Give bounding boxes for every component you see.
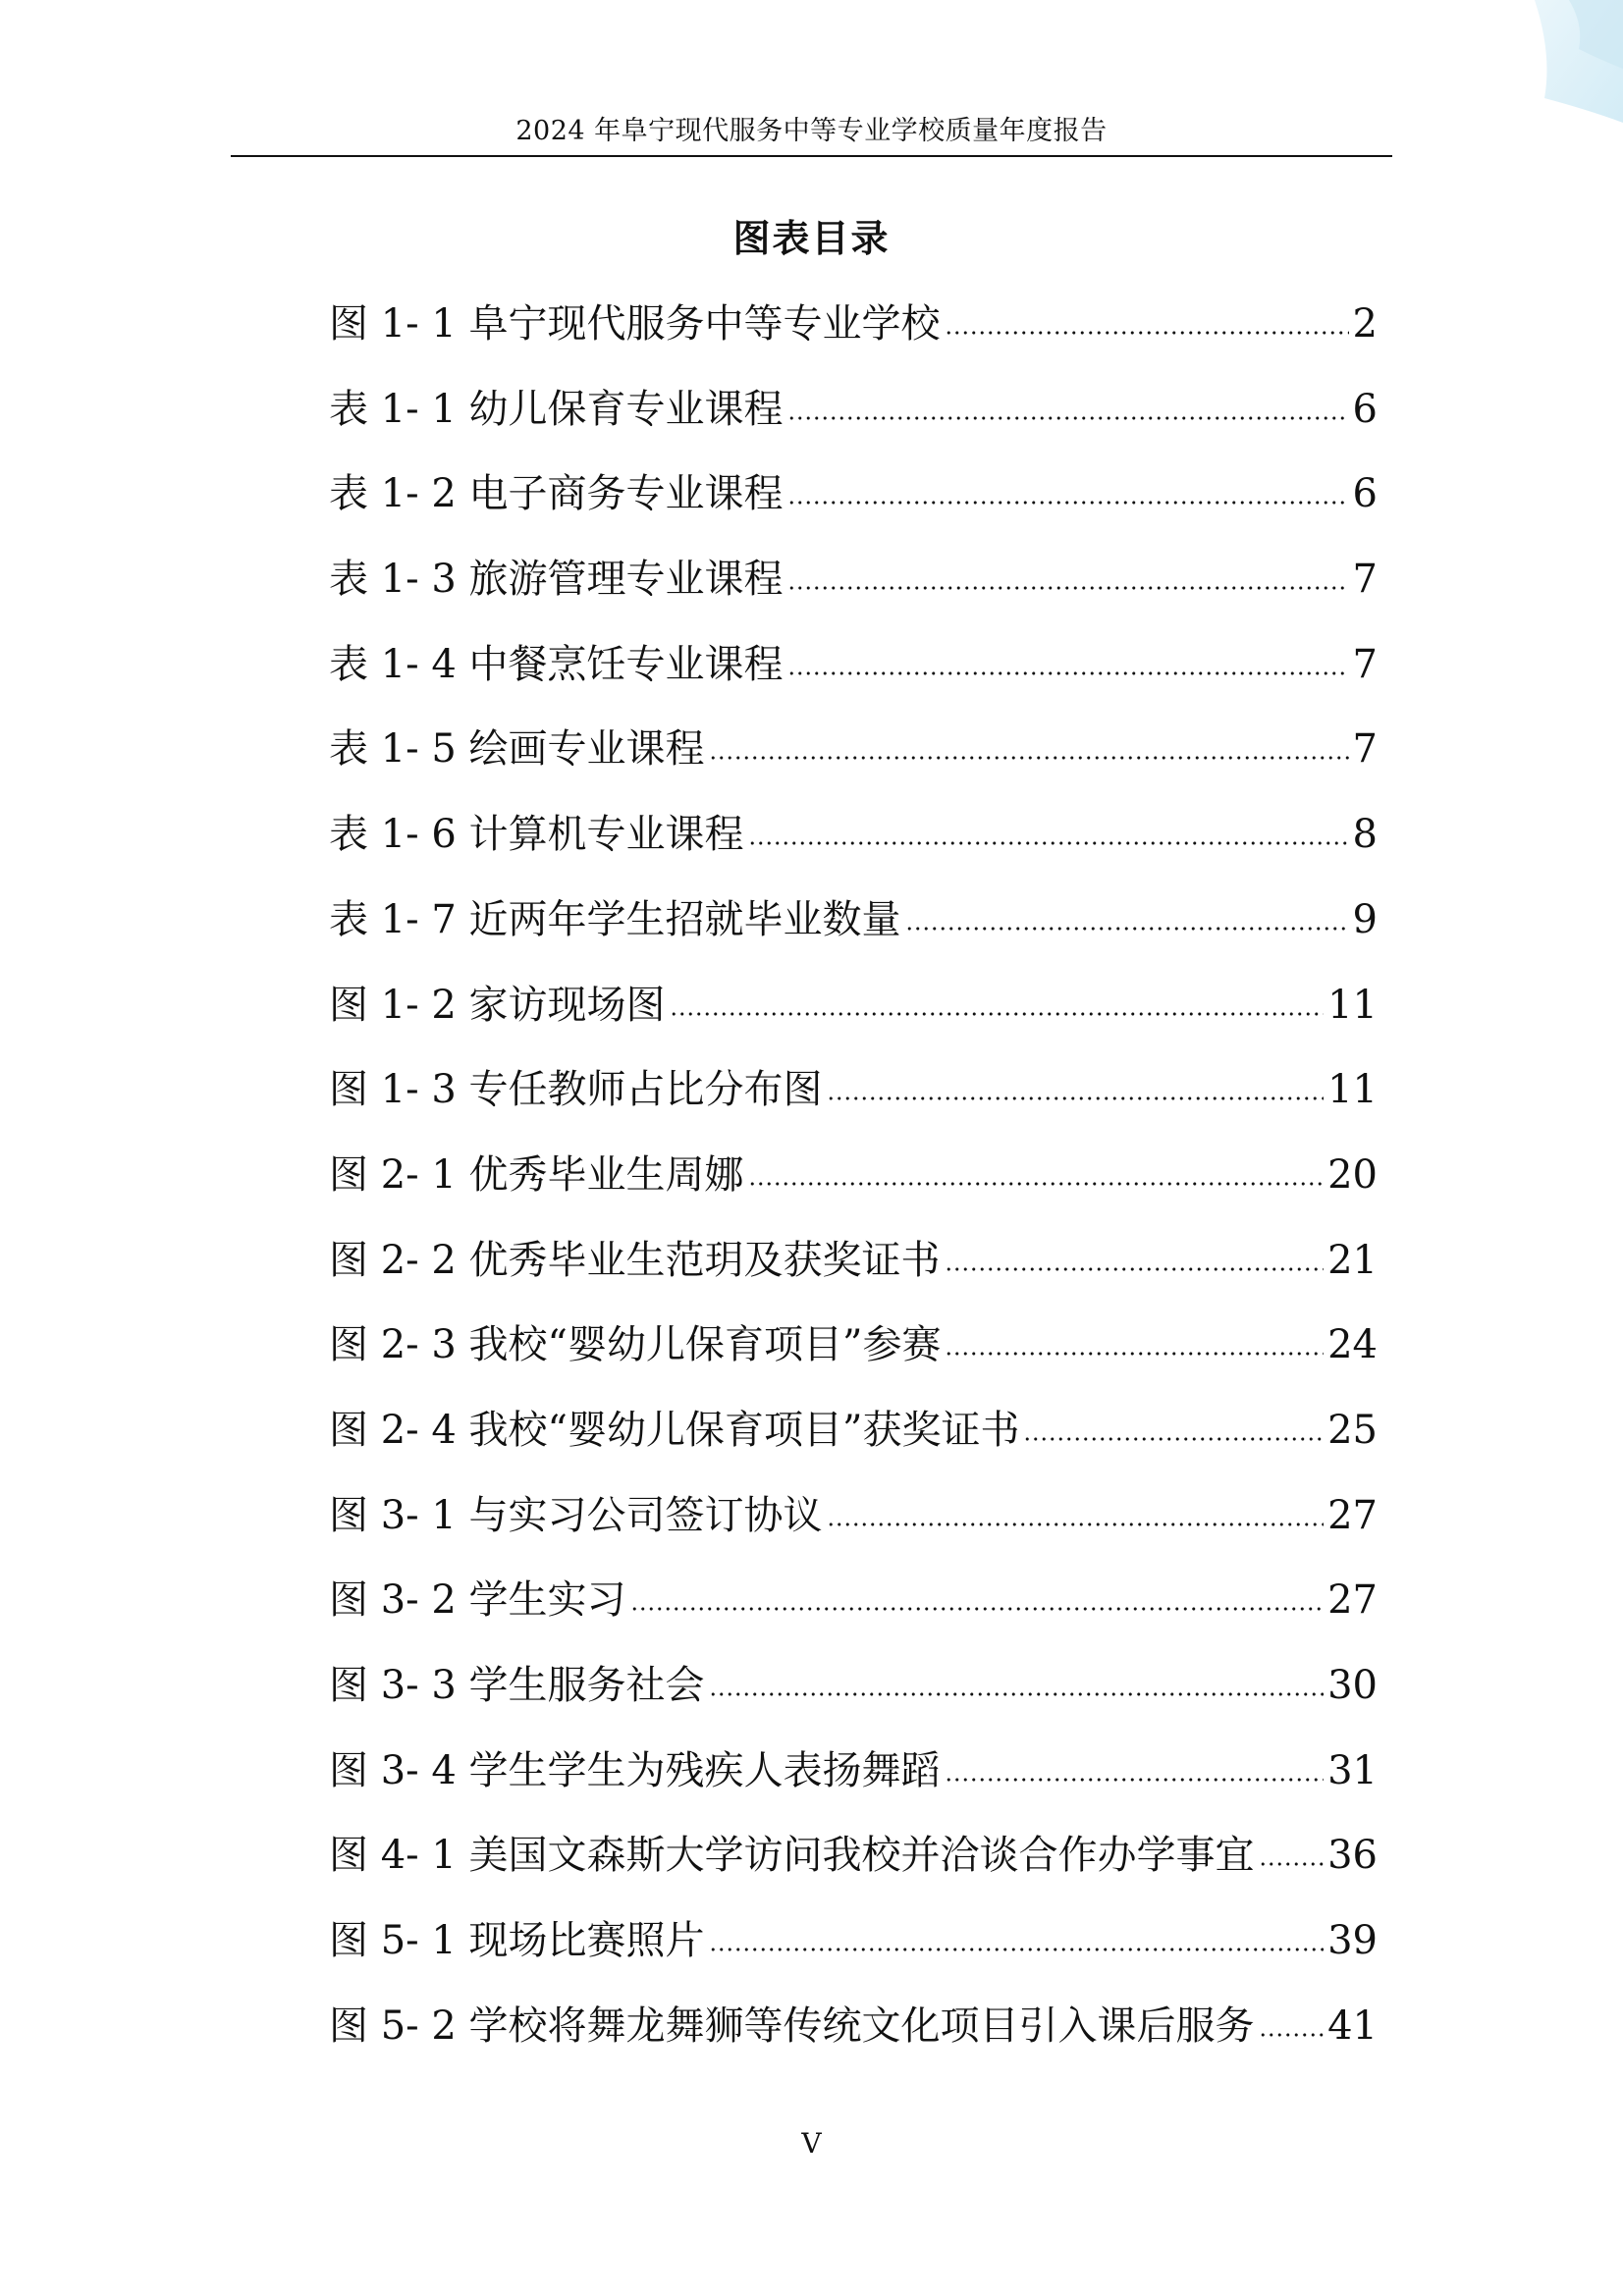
toc-entry-page: 9 <box>1352 896 1378 942</box>
toc-entry[interactable] <box>329 1401 1378 1486</box>
toc-entry[interactable] <box>329 1656 1378 1741</box>
toc-entry-label: 图 3- 4 学生学生为残疾人表扬舞蹈 <box>329 1747 941 1793</box>
toc-leader-dots <box>709 1948 1325 1951</box>
toc-entry[interactable] <box>329 464 1378 550</box>
toc-entry-page: 2 <box>1352 301 1378 347</box>
toc-entry-page: 27 <box>1327 1577 1378 1624</box>
toc-entry-label: 图 3- 3 学生服务社会 <box>329 1663 705 1708</box>
toc-leader-dots <box>787 416 1349 420</box>
toc-entry[interactable] <box>329 1826 1378 1911</box>
toc-entry-label: 表 1- 7 近两年学生招就毕业数量 <box>329 896 901 942</box>
toc-entry[interactable] <box>329 1231 1378 1316</box>
toc-leader-dots <box>905 927 1349 931</box>
toc-entry-page: 6 <box>1352 386 1378 432</box>
toc-entry[interactable] <box>329 720 1378 805</box>
toc-entry-page: 7 <box>1352 557 1378 603</box>
toc-entry-page: 30 <box>1327 1663 1378 1708</box>
toc-leader-dots <box>945 1352 1324 1356</box>
toc-entry-page: 31 <box>1327 1747 1378 1793</box>
toc-entry-label: 表 1- 3 旅游管理专业课程 <box>329 557 784 603</box>
toc-entry[interactable] <box>329 380 1378 465</box>
toc-entry-label: 图 2- 3 我校“婴幼儿保育项目”参赛 <box>329 1322 942 1368</box>
toc-leader-dots <box>748 841 1349 845</box>
toc-entry-label: 图 1- 2 家访现场图 <box>329 982 666 1028</box>
toc-leader-dots <box>787 501 1349 505</box>
toc-entry[interactable] <box>329 1997 1378 2082</box>
toc-entry-page: 11 <box>1327 982 1378 1028</box>
toc-entry-page: 41 <box>1327 2002 1378 2049</box>
toc-leader-dots <box>827 1522 1325 1526</box>
toc-list <box>329 294 1378 2081</box>
toc-entry-label: 表 1- 1 幼儿保育专业课程 <box>329 386 784 432</box>
page-number: V <box>801 2127 822 2160</box>
toc-leader-dots <box>709 1692 1325 1696</box>
toc-leader-dots <box>787 586 1349 590</box>
toc-entry[interactable] <box>329 1146 1378 1231</box>
toc-entry-label: 表 1- 5 绘画专业课程 <box>329 726 705 773</box>
toc-entry-page: 21 <box>1327 1237 1378 1283</box>
toc-title: 图表目录 <box>732 217 891 260</box>
toc-entry[interactable] <box>329 890 1378 976</box>
toc-entry[interactable] <box>329 635 1378 721</box>
toc-entry[interactable] <box>329 976 1378 1061</box>
toc-entry[interactable] <box>329 1741 1378 1827</box>
toc-entry[interactable] <box>329 1571 1378 1656</box>
toc-entry-label: 图 5- 2 学校将舞龙舞狮等传统文化项目引入课后服务 <box>329 2002 1255 2049</box>
toc-leader-dots <box>945 331 1349 335</box>
toc-leader-dots <box>670 1012 1325 1016</box>
toc-entry[interactable] <box>329 1315 1378 1401</box>
toc-entry-label: 图 1- 3 专任教师占比分布图 <box>329 1067 823 1113</box>
toc-entry[interactable] <box>329 294 1378 380</box>
toc-entry-label: 图 3- 1 与实习公司签订协议 <box>329 1492 823 1538</box>
toc-entry-label: 表 1- 2 电子商务专业课程 <box>329 471 784 517</box>
toc-entry[interactable] <box>329 1911 1378 1997</box>
toc-entry-page: 36 <box>1327 1833 1378 1879</box>
running-header: 2024 年阜宁现代服务中等专业学校质量年度报告 <box>515 116 1108 146</box>
toc-leader-dots <box>945 1267 1325 1271</box>
toc-leader-dots <box>1259 1862 1325 1866</box>
toc-entry-label: 图 5- 1 现场比赛照片 <box>329 1918 705 1964</box>
toc-entry-label: 表 1- 4 中餐烹饪专业课程 <box>329 641 784 687</box>
toc-leader-dots <box>1259 2033 1325 2037</box>
toc-leader-dots <box>827 1096 1325 1100</box>
toc-entry-page: 20 <box>1327 1151 1378 1198</box>
toc-entry[interactable] <box>329 1060 1378 1146</box>
toc-entry-label: 图 3- 2 学生实习 <box>329 1577 626 1624</box>
toc-entry-label: 图 1- 1 阜宁现代服务中等专业学校 <box>329 301 941 347</box>
toc-entry-label: 图 2- 4 我校“婴幼儿保育项目”获奖证书 <box>329 1407 1020 1453</box>
toc-leader-dots <box>630 1607 1325 1611</box>
toc-entry[interactable] <box>329 1486 1378 1572</box>
toc-entry-page: 6 <box>1352 471 1378 517</box>
toc-entry-page: 24 <box>1327 1322 1378 1368</box>
toc-leader-dots <box>945 1778 1325 1782</box>
header-rule <box>231 155 1392 157</box>
toc-leader-dots <box>709 756 1349 760</box>
toc-leader-dots <box>787 671 1349 675</box>
toc-leader-dots <box>748 1182 1325 1186</box>
toc-entry-page: 7 <box>1352 641 1378 687</box>
toc-entry-page: 7 <box>1352 726 1378 773</box>
toc-entry-label: 表 1- 6 计算机专业课程 <box>329 812 744 858</box>
toc-entry-label: 图 2- 1 优秀毕业生周娜 <box>329 1151 744 1198</box>
toc-entry-label: 图 4- 1 美国文森斯大学访问我校并洽谈合作办学事宜 <box>329 1833 1255 1879</box>
toc-entry-page: 25 <box>1327 1407 1378 1453</box>
toc-leader-dots <box>1023 1437 1324 1441</box>
toc-entry-page: 39 <box>1327 1918 1378 1964</box>
toc-entry-label: 图 2- 2 优秀毕业生范玥及获奖证书 <box>329 1237 941 1283</box>
toc-entry-page: 11 <box>1327 1067 1378 1113</box>
corner-decoration <box>1495 0 1623 128</box>
toc-entry-page: 8 <box>1352 812 1378 858</box>
toc-entry[interactable] <box>329 550 1378 635</box>
toc-entry[interactable] <box>329 805 1378 890</box>
toc-entry-page: 27 <box>1327 1492 1378 1538</box>
